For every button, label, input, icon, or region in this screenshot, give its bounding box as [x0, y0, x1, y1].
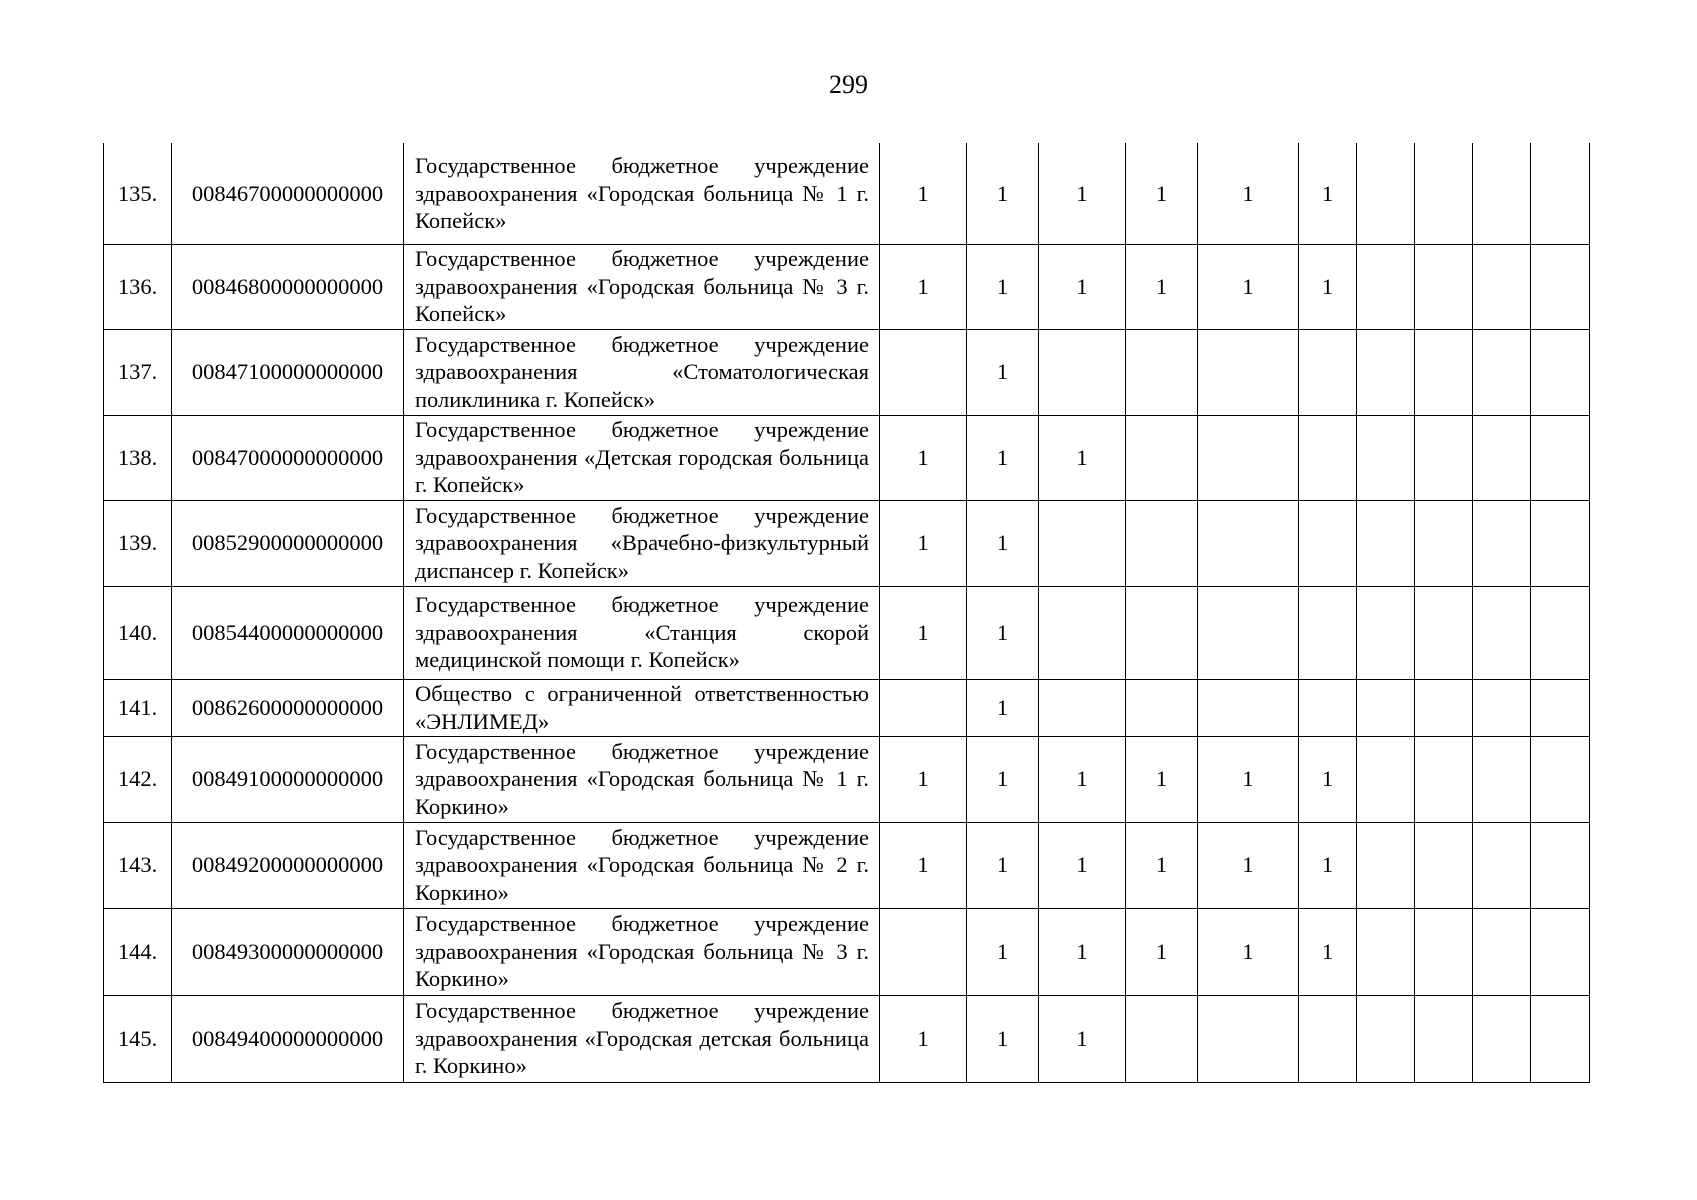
mark-cell: 1	[967, 586, 1039, 679]
mark-cell	[1126, 679, 1198, 736]
mark-cell	[1473, 908, 1531, 995]
mark-cell: 1	[1039, 415, 1126, 500]
table-row	[104, 500, 1590, 586]
registry-table	[103, 143, 1590, 1083]
row-number: 136.	[104, 244, 172, 329]
table-row	[104, 329, 1590, 415]
mark-cell: 1	[1198, 822, 1299, 908]
row-number: 141.	[104, 679, 172, 736]
row-number: 142.	[104, 736, 172, 822]
mark-cell	[1415, 244, 1473, 329]
mark-cell: 1	[1198, 143, 1299, 244]
mark-cell	[1357, 679, 1415, 736]
mark-cell	[1357, 822, 1415, 908]
row-number: 138.	[104, 415, 172, 500]
organization-name: Государственное бюджетное учреждение здравоохранения «Городская больница № 1 г. Коркино»	[404, 736, 880, 822]
mark-cell: 1	[1126, 908, 1198, 995]
row-number: 140.	[104, 586, 172, 679]
mark-cell	[1473, 329, 1531, 415]
mark-cell: 1	[967, 415, 1039, 500]
registry-code: 00849200000000000	[172, 822, 404, 908]
mark-cell: 1	[967, 679, 1039, 736]
registry-code: 00846800000000000	[172, 244, 404, 329]
table-row	[104, 244, 1590, 329]
mark-cell	[1415, 329, 1473, 415]
mark-cell: 1	[1126, 736, 1198, 822]
mark-cell: 1	[880, 736, 967, 822]
mark-cell	[1531, 736, 1590, 822]
mark-cell: 1	[1039, 822, 1126, 908]
table-row	[104, 679, 1590, 736]
mark-cell	[1357, 143, 1415, 244]
mark-cell	[1473, 586, 1531, 679]
mark-cell	[1531, 995, 1590, 1082]
organization-name: Государственное бюджетное учреждение здравоохранения «Станция скорой медицинской помощи г. Копейск»	[404, 586, 880, 679]
mark-cell	[1473, 822, 1531, 908]
mark-cell	[1357, 586, 1415, 679]
mark-cell: 1	[1198, 244, 1299, 329]
mark-cell	[1473, 500, 1531, 586]
mark-cell: 1	[1299, 143, 1357, 244]
organization-name: Государственное бюджетное учреждение здравоохранения «Городская больница № 3 г. Коркино»	[404, 908, 880, 995]
registry-code: 00849100000000000	[172, 736, 404, 822]
mark-cell	[1415, 908, 1473, 995]
mark-cell	[1473, 736, 1531, 822]
mark-cell: 1	[880, 500, 967, 586]
mark-cell	[1415, 822, 1473, 908]
organization-name: Государственное бюджетное учреждение здравоохранения «Врачебно-физкультурный диспансер г. Копейск»	[404, 500, 880, 586]
mark-cell	[1039, 500, 1126, 586]
mark-cell	[1039, 329, 1126, 415]
mark-cell: 1	[1299, 244, 1357, 329]
mark-cell: 1	[1039, 908, 1126, 995]
mark-cell: 1	[967, 329, 1039, 415]
mark-cell: 1	[1039, 244, 1126, 329]
table-row	[104, 586, 1590, 679]
mark-cell	[1531, 586, 1590, 679]
organization-name: Государственное бюджетное учреждение здравоохранения «Детская городская больница г. Копейск»	[404, 415, 880, 500]
organization-name: Государственное бюджетное учреждение здравоохранения «Городская больница № 3 г. Копейск»	[404, 244, 880, 329]
table-row	[104, 736, 1590, 822]
mark-cell	[1126, 500, 1198, 586]
organization-name: Государственное бюджетное учреждение здравоохранения «Городская больница № 1 г. Копейск»	[404, 143, 880, 244]
mark-cell	[1126, 995, 1198, 1082]
mark-cell	[1415, 500, 1473, 586]
mark-cell: 1	[880, 244, 967, 329]
registry-code: 00849400000000000	[172, 995, 404, 1082]
mark-cell: 1	[1126, 244, 1198, 329]
mark-cell: 1	[967, 736, 1039, 822]
mark-cell	[1415, 679, 1473, 736]
mark-cell	[1415, 415, 1473, 500]
mark-cell: 1	[1299, 822, 1357, 908]
mark-cell	[880, 329, 967, 415]
mark-cell	[1299, 995, 1357, 1082]
mark-cell: 1	[1198, 736, 1299, 822]
mark-cell: 1	[1039, 143, 1126, 244]
mark-cell: 1	[967, 143, 1039, 244]
mark-cell	[1415, 143, 1473, 244]
mark-cell: 1	[880, 143, 967, 244]
mark-cell	[1357, 908, 1415, 995]
mark-cell	[1126, 415, 1198, 500]
mark-cell	[1531, 908, 1590, 995]
mark-cell	[1415, 995, 1473, 1082]
mark-cell	[1531, 329, 1590, 415]
mark-cell	[1415, 736, 1473, 822]
mark-cell: 1	[967, 244, 1039, 329]
mark-cell: 1	[880, 586, 967, 679]
mark-cell: 1	[967, 500, 1039, 586]
mark-cell: 1	[1299, 908, 1357, 995]
row-number: 139.	[104, 500, 172, 586]
table-row	[104, 143, 1590, 244]
mark-cell: 1	[1039, 736, 1126, 822]
organization-name: Государственное бюджетное учреждение здравоохранения «Стоматологическая поликлиника г. Копейск»	[404, 329, 880, 415]
mark-cell: 1	[880, 995, 967, 1082]
mark-cell: 1	[967, 908, 1039, 995]
mark-cell	[880, 679, 967, 736]
mark-cell	[1357, 995, 1415, 1082]
organization-name: Общество с ограниченной ответственностью «ЭНЛИМЕД»	[404, 679, 880, 736]
mark-cell: 1	[880, 822, 967, 908]
mark-cell	[1357, 415, 1415, 500]
page-number: 299	[829, 70, 868, 99]
registry-code: 00847100000000000	[172, 329, 404, 415]
mark-cell	[1198, 415, 1299, 500]
row-number: 143.	[104, 822, 172, 908]
mark-cell	[1473, 679, 1531, 736]
row-number: 144.	[104, 908, 172, 995]
mark-cell	[1198, 995, 1299, 1082]
mark-cell	[1357, 244, 1415, 329]
mark-cell	[1357, 736, 1415, 822]
mark-cell	[1126, 586, 1198, 679]
registry-code: 00846700000000000	[172, 143, 404, 244]
mark-cell: 1	[1039, 995, 1126, 1082]
mark-cell	[1039, 586, 1126, 679]
table-row	[104, 415, 1590, 500]
organization-name: Государственное бюджетное учреждение здравоохранения «Городская детская больница г. Коркино»	[404, 995, 880, 1082]
mark-cell	[1473, 995, 1531, 1082]
table-row	[104, 908, 1590, 995]
mark-cell	[1198, 586, 1299, 679]
mark-cell	[1531, 415, 1590, 500]
mark-cell	[1473, 244, 1531, 329]
mark-cell	[1126, 329, 1198, 415]
mark-cell	[1299, 679, 1357, 736]
mark-cell	[1299, 500, 1357, 586]
mark-cell	[1198, 679, 1299, 736]
mark-cell	[1531, 500, 1590, 586]
registry-code: 00854400000000000	[172, 586, 404, 679]
table-row	[104, 822, 1590, 908]
mark-cell	[880, 908, 967, 995]
mark-cell	[1299, 329, 1357, 415]
mark-cell: 1	[1198, 908, 1299, 995]
mark-cell	[1531, 822, 1590, 908]
organization-name: Государственное бюджетное учреждение здравоохранения «Городская больница № 2 г. Коркино»	[404, 822, 880, 908]
mark-cell	[1198, 329, 1299, 415]
row-number: 145.	[104, 995, 172, 1082]
mark-cell	[1531, 244, 1590, 329]
mark-cell	[1415, 586, 1473, 679]
mark-cell: 1	[967, 995, 1039, 1082]
mark-cell	[1531, 679, 1590, 736]
mark-cell: 1	[1299, 736, 1357, 822]
mark-cell	[1473, 143, 1531, 244]
registry-code: 00862600000000000	[172, 679, 404, 736]
registry-code: 00852900000000000	[172, 500, 404, 586]
mark-cell	[1039, 679, 1126, 736]
row-number: 135.	[104, 143, 172, 244]
row-number: 137.	[104, 329, 172, 415]
mark-cell	[1473, 415, 1531, 500]
registry-code: 00849300000000000	[172, 908, 404, 995]
mark-cell: 1	[1126, 822, 1198, 908]
mark-cell	[1357, 500, 1415, 586]
mark-cell	[1357, 329, 1415, 415]
mark-cell	[1299, 415, 1357, 500]
mark-cell: 1	[1126, 143, 1198, 244]
mark-cell	[1299, 586, 1357, 679]
mark-cell: 1	[967, 822, 1039, 908]
registry-code: 00847000000000000	[172, 415, 404, 500]
mark-cell: 1	[880, 415, 967, 500]
mark-cell	[1531, 143, 1590, 244]
table-row	[104, 995, 1590, 1082]
mark-cell	[1198, 500, 1299, 586]
